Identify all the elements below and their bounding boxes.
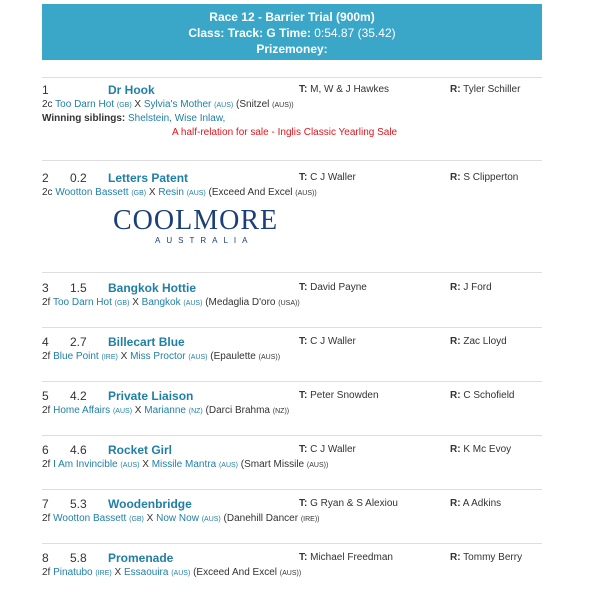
divider <box>42 327 542 328</box>
margin: 4.2 <box>70 389 87 403</box>
sire-link[interactable]: Blue Point <box>53 351 99 362</box>
dam-sire: (Exceed And Excel <box>208 187 293 198</box>
dam-link[interactable]: Bangkok <box>141 297 181 308</box>
horse-name-link[interactable]: Private Liaison <box>108 389 194 403</box>
divider <box>42 435 542 436</box>
trainer-label: T: <box>299 390 308 401</box>
sire-country: (GB) <box>116 102 132 109</box>
race-header <box>42 4 542 60</box>
jockey <box>450 280 492 296</box>
jockey-label: R: <box>450 444 461 455</box>
jockey-name: J Ford <box>463 282 492 293</box>
dam-sire: (Exceed And Excel <box>193 567 277 578</box>
horse-name-link[interactable]: Bangkok Hottie <box>108 281 197 295</box>
jockey <box>450 442 511 458</box>
dam-country: (AUS) <box>186 190 206 197</box>
runner-entry <box>42 496 542 526</box>
jockey <box>450 496 501 512</box>
horse-name-link[interactable]: Billecart Blue <box>108 335 185 349</box>
sire-country: (IRE) <box>101 354 118 361</box>
jockey-label: R: <box>450 498 461 509</box>
jockey-name: A Adkins <box>462 498 502 509</box>
trainer-name: C J Waller <box>310 444 356 455</box>
finish-position: 5 <box>42 389 49 403</box>
jockey <box>450 170 518 186</box>
sex-age: 2c <box>42 187 53 198</box>
sire-country: (AUS) <box>112 408 133 415</box>
sire-link[interactable]: Home Affairs <box>53 405 111 416</box>
dam-sire: (Snitzel <box>236 99 270 110</box>
divider <box>42 272 542 273</box>
runner-entry <box>42 280 542 310</box>
sire-link[interactable]: Wootton Bassett <box>55 187 129 198</box>
race-time: 0:54.87 (35.42) <box>314 26 396 40</box>
runner-entry <box>42 334 542 364</box>
trainer-label: T: <box>299 444 308 455</box>
runner-entry <box>42 170 542 200</box>
sire-country: (IRE) <box>95 570 112 577</box>
dam-sire-country: (USA)) <box>278 300 300 307</box>
finish-position: 7 <box>42 497 49 511</box>
margin: 1.5 <box>70 281 87 295</box>
dam-sire-country: (AUS)) <box>295 190 317 197</box>
jockey-label: R: <box>450 336 461 347</box>
finish-position: 4 <box>42 335 49 349</box>
jockey <box>450 388 514 404</box>
runner-entry <box>42 388 542 418</box>
trainer <box>299 496 398 512</box>
margin: 4.6 <box>70 443 87 457</box>
dam-link[interactable]: Essaouira <box>123 567 169 578</box>
jockey-label: R: <box>450 84 461 95</box>
dam-country: (NZ) <box>188 408 203 415</box>
dam-country: (AUS) <box>171 570 191 577</box>
dam-link[interactable]: Now Now <box>156 513 199 524</box>
jockey-name: Tommy Berry <box>463 552 523 563</box>
pedigree: 2f Pinatubo (IRE) X Essaouira (AUS) (Exceed And Excel (AUS)) <box>42 567 302 578</box>
trainer-name: M, W & J Hawkes <box>310 84 390 95</box>
sire-link[interactable]: Wootton Bassett <box>53 513 127 524</box>
jockey <box>450 334 507 350</box>
margin: 5.8 <box>70 551 87 565</box>
margin: 2.7 <box>70 335 87 349</box>
runner-entry <box>42 550 542 580</box>
trainer-name: Michael Freedman <box>310 552 393 563</box>
dam-sire: (Medaglia D'oro <box>205 297 276 308</box>
jockey <box>450 550 522 566</box>
trainer-label: T: <box>299 84 308 95</box>
jockey-name: S Clipperton <box>463 172 519 183</box>
pedigree: 2f Home Affairs (AUS) X Marianne (NZ) (Darci Brahma (NZ)) <box>42 405 290 416</box>
trainer-name: C J Waller <box>310 336 356 347</box>
trainer <box>299 388 379 404</box>
sex-age: 2f <box>42 567 51 578</box>
coolmore-logo[interactable] <box>113 206 283 250</box>
horse-name-link[interactable]: Promenade <box>108 551 174 565</box>
jockey-label: R: <box>450 552 461 563</box>
sire-country: (GB) <box>131 190 147 197</box>
jockey-label: R: <box>450 172 461 183</box>
trainer-label: T: <box>299 282 308 293</box>
race-prizemoney: Prizemoney: <box>256 42 328 56</box>
dam-sire: (Darci Brahma <box>205 405 270 416</box>
pedigree: 2f Wootton Bassett (GB) X Now Now (AUS) (Danehill Dancer (IRE)) <box>42 513 320 524</box>
trainer <box>299 280 367 296</box>
trainer <box>299 334 356 350</box>
dam-country: (AUS) <box>188 354 208 361</box>
dam-sire-country: (AUS)) <box>272 102 294 109</box>
sire-country: (GB) <box>129 516 144 523</box>
pedigree: 2c Wootton Bassett (GB) X Resin (AUS) (Exceed And Excel (AUS)) <box>42 187 317 198</box>
sale-notice-link[interactable]: A half-relation for sale - Inglis Classic Yearling Sale <box>172 127 398 138</box>
dam-country: (AUS) <box>183 300 203 307</box>
divider <box>42 160 542 161</box>
jockey-name: C Schofield <box>463 390 515 401</box>
dam-link[interactable]: Sylvia's Mother <box>143 99 212 110</box>
trainer-name: Peter Snowden <box>310 390 379 401</box>
trainer-label: T: <box>299 498 308 509</box>
divider <box>42 381 542 382</box>
dam-country: (AUS) <box>214 102 234 109</box>
race-class-text: Class: Track: G Time: <box>188 26 311 40</box>
dam-sire-country: (NZ)) <box>272 408 290 415</box>
sire-country: (GB) <box>114 300 130 307</box>
margin: 5.3 <box>70 497 87 511</box>
horse-name-link[interactable]: Dr Hook <box>108 83 155 97</box>
race-class-line <box>42 25 542 41</box>
dam-sire: (Epaulette <box>210 351 256 362</box>
dam-sire-country: (IRE)) <box>300 516 320 523</box>
dam-sire-country: (AUS)) <box>258 354 281 361</box>
sire-link[interactable]: Too Darn Hot <box>55 99 115 110</box>
dam-sire: (Smart Missile <box>240 459 305 470</box>
trainer-label: T: <box>299 552 308 563</box>
sire-link[interactable]: Too Darn Hot <box>52 297 112 308</box>
siblings-links[interactable]: Shelstein, Wise Inlaw, <box>128 113 226 124</box>
sex-age: 2f <box>42 513 51 524</box>
runner-entry <box>42 442 542 472</box>
logo-wordmark: COOLMORE <box>113 205 279 236</box>
dam-link[interactable]: Resin <box>158 187 184 198</box>
logo-subtitle: AUSTRALIA <box>155 236 254 245</box>
sire-link[interactable]: Pinatubo <box>53 567 93 578</box>
winning-siblings <box>42 112 542 126</box>
finish-position: 1 <box>42 83 49 97</box>
siblings-label: Winning siblings: <box>42 113 126 124</box>
dam-link[interactable]: Miss Proctor <box>130 351 186 362</box>
finish-position: 8 <box>42 551 49 565</box>
dam-country: (AUS) <box>201 516 221 523</box>
runner-entry <box>42 82 542 140</box>
finish-position: 3 <box>42 281 49 295</box>
trainer <box>299 82 389 98</box>
trainer <box>299 170 356 186</box>
divider <box>42 77 542 78</box>
dam-sire-country: (AUS)) <box>306 462 329 469</box>
finish-position: 2 <box>42 171 49 185</box>
jockey-name: K Mc Evoy <box>463 444 512 455</box>
sex-age: 2f <box>42 405 51 416</box>
trainer-label: T: <box>299 172 308 183</box>
horse-name-link[interactable]: Woodenbridge <box>108 497 192 511</box>
sire-country: (AUS) <box>120 462 140 469</box>
trainer-name: C J Waller <box>310 172 356 183</box>
finish-position: 6 <box>42 443 49 457</box>
jockey-name: Tyler Schiller <box>463 84 521 95</box>
race-title: Race 12 - Barrier Trial (900m) <box>209 10 375 24</box>
jockey-label: R: <box>450 282 461 293</box>
divider <box>42 489 542 490</box>
trainer-name: G Ryan & S Alexiou <box>310 498 398 509</box>
sire-link[interactable]: I Am Invincible <box>53 459 118 470</box>
pedigree: 2f I Am Invincible (AUS) X Missile Mantra (AUS) (Smart Missile (AUS)) <box>42 459 329 470</box>
jockey <box>450 82 520 98</box>
jockey-label: R: <box>450 390 461 401</box>
trainer-label: T: <box>299 336 308 347</box>
margin: 0.2 <box>70 171 87 185</box>
dam-country: (AUS) <box>218 462 238 469</box>
divider <box>42 543 542 544</box>
dam-sire-country: (AUS)) <box>279 570 302 577</box>
trainer <box>299 550 393 566</box>
sex-age: 2f <box>42 351 51 362</box>
pedigree: 2c Too Darn Hot (GB) X Sylvia's Mother (AUS) (Snitzel (AUS)) <box>42 99 294 110</box>
jockey-name: Zac Lloyd <box>463 336 507 347</box>
dam-sire: (Danehill Dancer <box>223 513 299 524</box>
horse-name-link[interactable]: Rocket Girl <box>108 443 173 457</box>
sex-age: 2c <box>42 99 53 110</box>
sex-age: 2f <box>42 297 51 308</box>
dam-link[interactable]: Missile Mantra <box>151 459 217 470</box>
pedigree: 2f Blue Point (IRE) X Miss Proctor (AUS) (Epaulette (AUS)) <box>42 351 281 362</box>
sex-age: 2f <box>42 459 51 470</box>
horse-name-link[interactable]: Letters Patent <box>108 171 189 185</box>
trainer-name: David Payne <box>310 282 367 293</box>
trainer <box>299 442 356 458</box>
pedigree: 2f Too Darn Hot (GB) X Bangkok (AUS) (Medaglia D'oro (USA)) <box>42 297 300 308</box>
dam-link[interactable]: Marianne <box>144 405 186 416</box>
